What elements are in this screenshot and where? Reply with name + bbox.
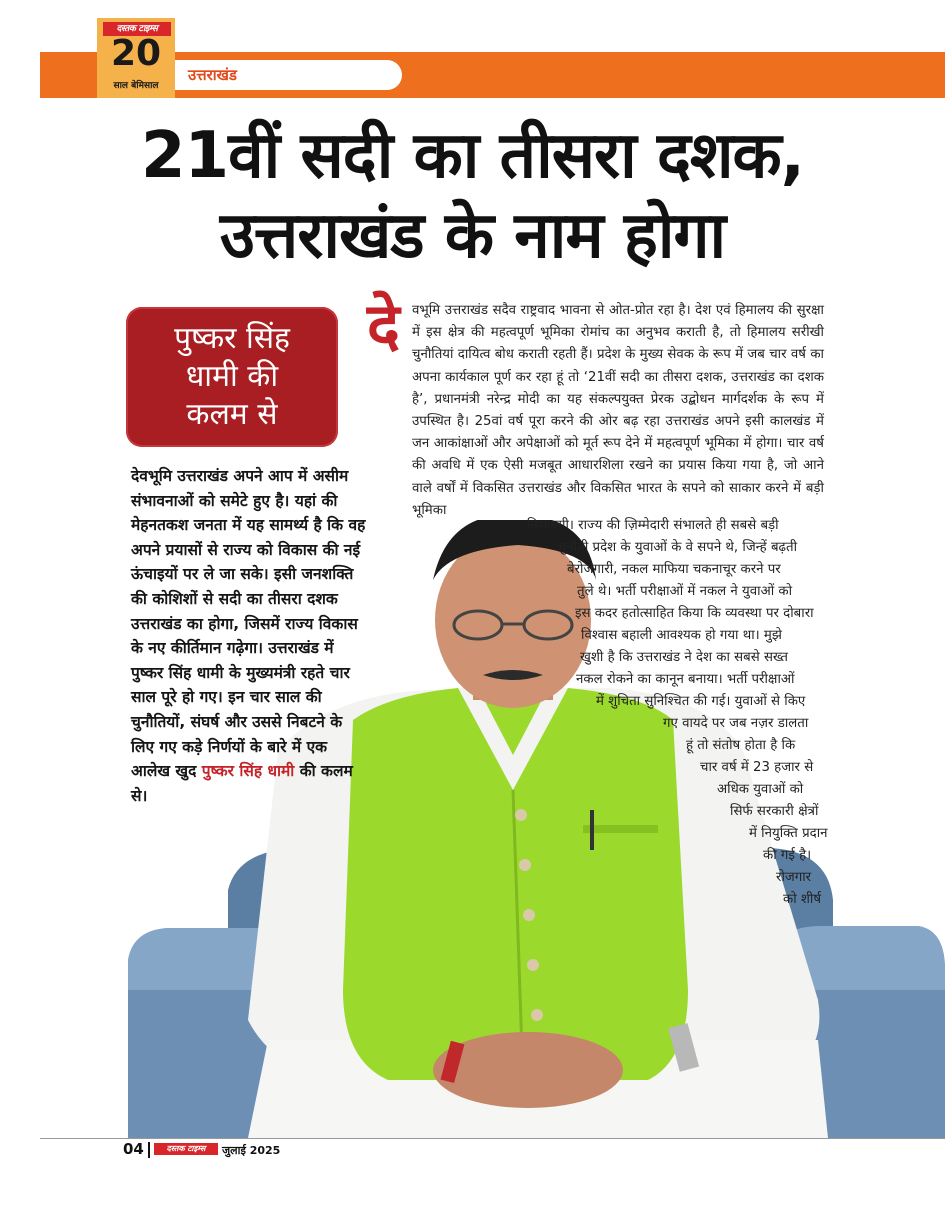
- article-line: नकल रोकने का कानून बनाया। भर्ती परीक्षाओं: [576, 672, 795, 687]
- article-line: खुशी है कि उत्तराखंड ने देश का सबसे सख्त: [580, 650, 788, 665]
- footer-date: जुलाई 2025: [222, 1144, 281, 1157]
- article-line: इस कदर हतोत्साहित किया कि व्यवस्था पर दोबारा: [575, 606, 814, 621]
- author-box: [126, 307, 338, 447]
- logo-brand: दस्तक टाइम्स: [103, 22, 171, 36]
- article-line: हूं तो संतोष होता है कि: [686, 738, 796, 753]
- article-line: तुले थे। भर्ती परीक्षाओं में नकल ने युवाओं को: [577, 584, 793, 599]
- author-line-3: कलम से: [186, 397, 278, 432]
- article-line: में शुचिता सुनिश्चित की गई। युवाओं से किए: [596, 694, 806, 709]
- intro-author-highlight: पुष्कर सिंह धामी: [201, 762, 295, 781]
- anniversary-logo: [97, 18, 175, 98]
- logo-number: 20: [110, 33, 162, 74]
- article-line: बेरोजगारी, नकल माफिया चकनाचूर करने पर: [567, 562, 781, 577]
- author-line-2: धामी की: [185, 359, 279, 394]
- article-paragraph: वभूमि उत्तराखंड सदैव राष्ट्रवाद भावना से ओत-प्रोत रहा है। देश एवं हिमालय की सुरक्षा में इस क्षेत्र की महत्वपूर्ण भूमिका रोमांच का अनुभव कराती है, तो हिमालय सरीखी चुनौतियां दायित्व बोध कराती रहती हैं। प्रदेश के मुख्य सेवक के रूप में जब चार वर्ष का अपना कार्यकाल पूर्ण कर रहा हूं तो ‘21वीं सदी का तीसरा दशक, उत्तराखंड का दशक है’, प्रधानमंत्री नरेन्द्र मोदी का यह संकल्पयुक्त प्रेरक उद्बोधन मार्गदर्शक के रूप में उपस्थित है। 25वां वर्ष पूरा करने की ओर बढ़ रहा उत्तराखंड अपने इसी कालखंड में जन आकांक्षाओं और अपेक्षाओं को मूर्त रूप देने में महत्वपूर्ण भूमिका में होगा। चार वर्ष की अवधि में एक ऐसी मजबूत आधारशिला रखने का प्रयास किया गया है, जो आने वाले वर्षों में विकसित उत्तराखंड और विकसित भारत के सपने को साकार करने में बड़ी भूमिका: [412, 303, 824, 518]
- article-line: चुनौती प्रदेश के युवाओं के वे सपने थे, जिन्हें बढ़ती: [558, 540, 798, 555]
- headline-line-2: उत्तराखंड के नाम होगा: [219, 199, 726, 273]
- intro-ending: की कलम से।: [131, 762, 353, 805]
- intro-text: [131, 464, 366, 808]
- article-line: को शीर्ष: [783, 892, 822, 907]
- article-line: में नियुक्ति प्रदान: [749, 826, 828, 841]
- intro-body: देवभूमि उत्तराखंड अपने आप में असीम संभावनाओं को समेटे हुए है। यहां की मेहनतकश जनता में यह सामर्थ्य है कि वह अपने प्रयासों से राज्य को विकास की नई ऊंचाइयों पर ले जा सके। इसी जनशक्ति की कोशिशों से सदी का तीसरा दशक उत्तराखंड का होगा, जिसमें राज्य विकास के नए कीर्तिमान गढ़ेगा। उत्तराखंड में पुष्कर सिंह धामी के मुख्यमंत्री रहते चार साल पूरे हो गए। इन चार साल की चुनौतियों, संघर्ष और उससे निबटने के लिए गए कड़े निर्णयों के बारे में एक आलेख खुद: [131, 467, 366, 781]
- headline: [60, 116, 885, 276]
- article-line: अधिक युवाओं को: [717, 782, 804, 797]
- section-label: उत्तराखंड: [170, 60, 402, 90]
- article-line: की गई है।: [763, 848, 812, 863]
- article-line: सिर्फ सरकारी क्षेत्रों: [730, 804, 819, 819]
- headline-line-1: 21वीं सदी का तीसरा दशक,: [141, 119, 804, 193]
- article-line: गए वायदे पर जब नज़र डालता: [663, 716, 809, 731]
- footer-brand-logo: दस्तक टाइम्स: [154, 1143, 218, 1155]
- author-line-1: पुष्कर सिंह: [174, 321, 290, 356]
- drop-cap: दे: [367, 289, 400, 362]
- footer-rule: [40, 1138, 945, 1139]
- article-line: चार वर्ष में 23 हजार से: [700, 760, 814, 775]
- page-number: 04: [123, 1140, 144, 1158]
- logo-subtitle: साल बेमिसाल: [113, 81, 159, 91]
- article-line: रोजगार: [776, 870, 812, 885]
- article-line: विश्वास बहाली आवश्यक हो गया था। मुझे: [581, 628, 782, 643]
- footer-separator: [148, 1142, 150, 1158]
- article-line: निभाएगी। राज्य की ज़िम्मेदारी संभालते ही सबसे बड़ी: [527, 518, 779, 533]
